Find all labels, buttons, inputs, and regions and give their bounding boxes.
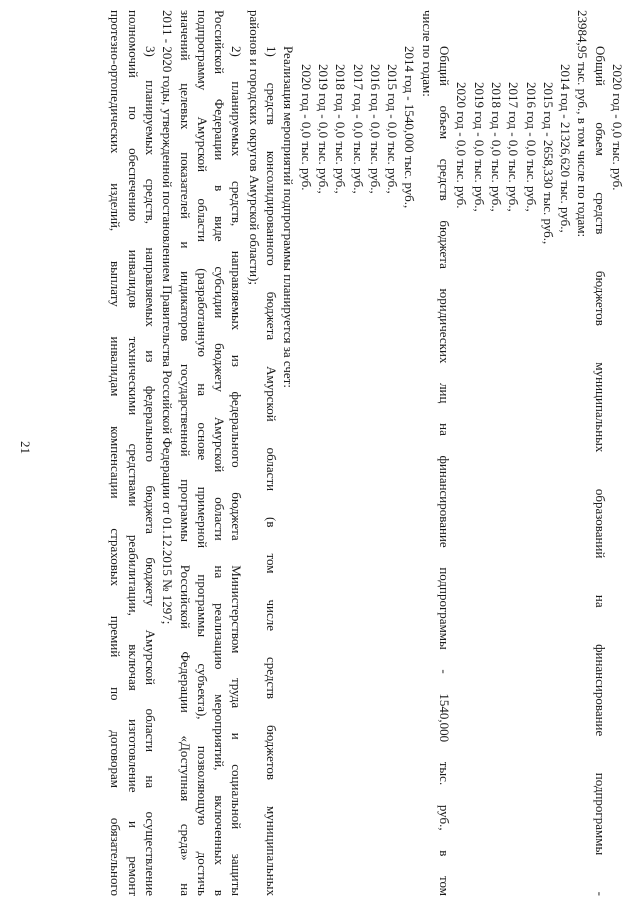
text-line: 2014 год - 21326,620 тыс. руб.,: [558, 64, 574, 233]
text-line: 2020 год - 0,0 тыс. руб.: [610, 64, 625, 191]
page-number: 21: [18, 441, 33, 454]
text-line: 2) планируемых средств, направляемых из федерального бюджета Министерством труда и социальной защиты: [229, 46, 245, 896]
text-line: числе по годам:: [419, 10, 435, 97]
text-line: 2019 год - 0,0 тыс. руб.,: [315, 64, 331, 194]
text-line: 2020 год - 0,0 тыс. руб.: [298, 64, 314, 191]
text-line: 1) средств консолидированного бюджета Амурской области (в том числе средств бюджетов муниципальных: [264, 46, 280, 896]
text-line: протезно-ортопедических изделий, выплату инвалидам компенсации страховых премий по договорам обязательного: [108, 10, 124, 896]
text-line: Российской Федерации в виде субсидии бюджету Амурской области на реализацию мероприятий, включенных в: [212, 10, 228, 896]
text-line: районов и городских округов Амурской области);: [246, 10, 262, 286]
text-line: 2014 год - 1540,000 тыс. руб.,: [402, 46, 418, 209]
text-line: 2017 год - 0,0 тыс. руб.,: [506, 82, 522, 212]
text-line: 2016 год - 0,0 тыс. руб.,: [523, 82, 539, 212]
text-line: 2020 год - 0,0 тыс. руб.: [454, 82, 470, 209]
text-line: 2015 год - 2658,330 тыс. руб.,: [540, 82, 556, 245]
text-line: Реализация мероприятий подпрограммы планируется за счет:: [281, 46, 297, 388]
text-line: 23984,95 тыс. руб., в том числе по годам:: [575, 10, 591, 238]
text-line: 2018 год - 0,0 тыс. руб.,: [488, 82, 504, 212]
text-line: значений целевых показателей и индикаторов государственной программы Российской Федерации «Доступная среда» на: [177, 10, 193, 896]
text-line: Общий объем средств бюджетов муниципальных образований на финансирование подпрограммы -: [592, 46, 608, 896]
text-line: полномочий по обеспечению инвалидов техническими средствами реабилитации, включая изготовление и ремонт: [125, 10, 141, 896]
text-line: 2016 год - 0,0 тыс. руб.,: [367, 64, 383, 194]
text-line: подпрограмму Амурской области (разработанную на основе примерной программы субъекта), позволяющую достичь: [194, 10, 210, 896]
text-line: 3) планируемых средств, направляемых из федерального бюджета бюджету Амурской области на осуществление: [142, 46, 158, 896]
text-line: 2018 год - 0,0 тыс. руб.,: [333, 64, 349, 194]
text-line: Общий объем средств бюджета юридических лиц на финансирование подпрограммы - 1540,000 тыс. руб., в том: [437, 46, 453, 896]
text-line: 2017 год - 0,0 тыс. руб.,: [350, 64, 366, 194]
text-line: 2011 - 2020 годы, утвержденной постановлением Правительства Российской Федерации от 01.12.2015 № 1297;: [160, 10, 176, 625]
text-line: 2019 год - 0,0 тыс. руб.,: [471, 82, 487, 212]
text-line: 2015 год - 0,0 тыс. руб.,: [385, 64, 401, 194]
document-body: [107, 10, 626, 896]
